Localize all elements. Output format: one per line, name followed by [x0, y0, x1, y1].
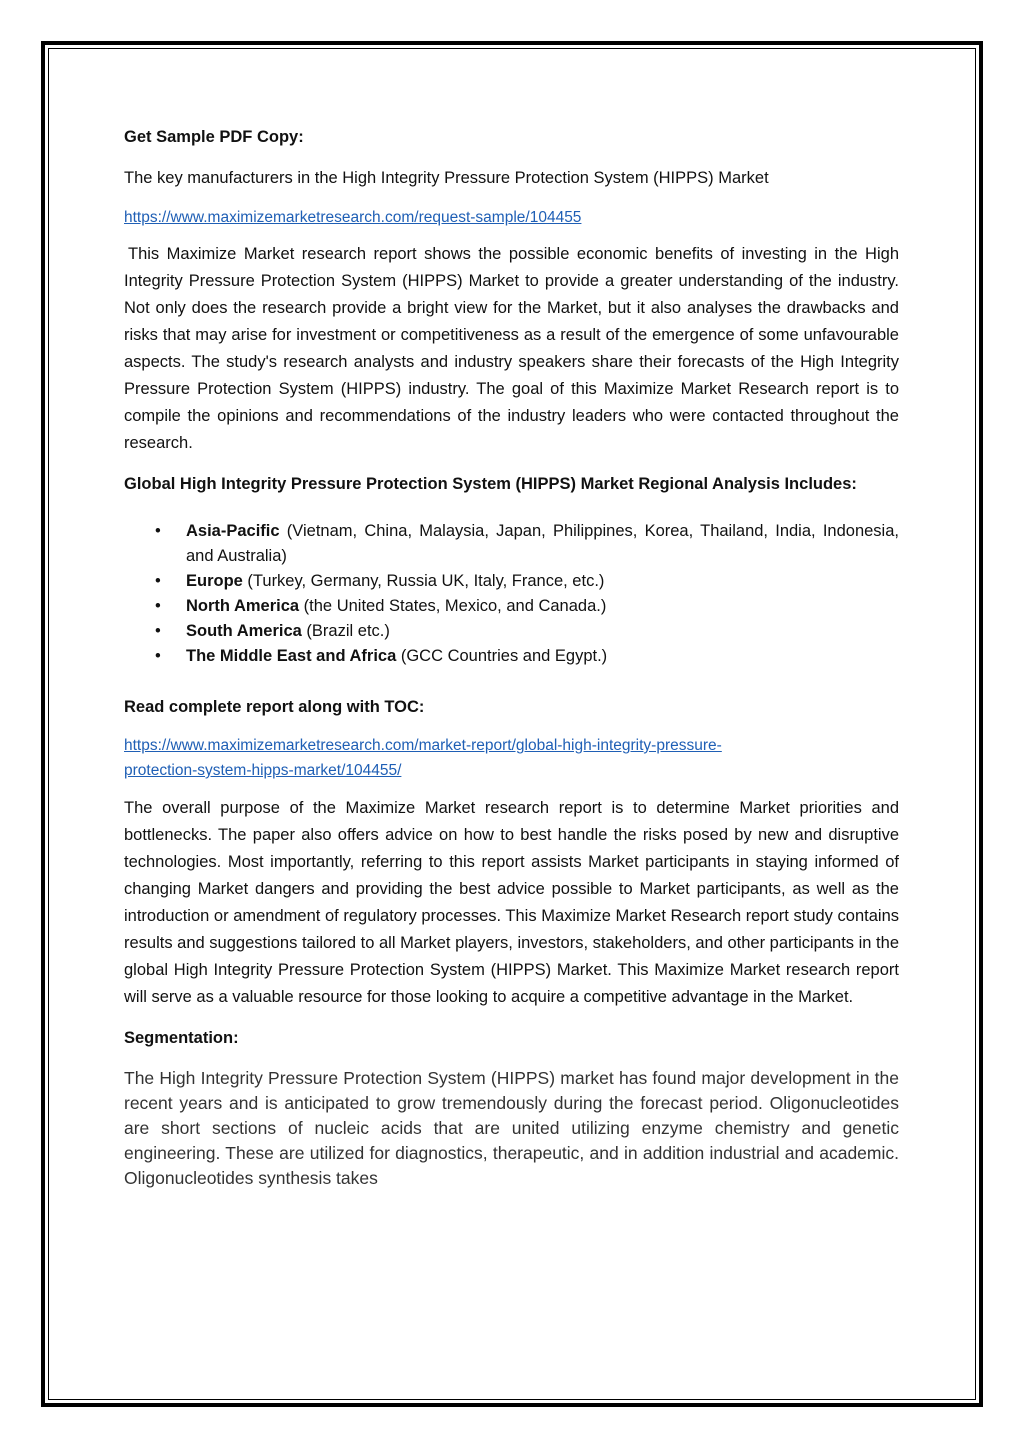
region-item [124, 619, 899, 644]
sample-intro: The key manufacturers in the High Integrity Pressure Protection System (HIPPS) Market [124, 169, 769, 187]
purpose-paragraph: The overall purpose of the Maximize Market research report is to determine Market priorities and bottlenecks. The paper also offers advice on how to best handle the risks posed by new and disruptive technologies. Most importantly, referring to this report assists Market participants in staying informed of changing Market dangers and providing the best advice possible to Market participants, as well as the introduction or amendment of regulatory processes. This Maximize Market Research report study contains results and suggestions tailored to all Market players, investors, stakeholders, and other participants in the global High Integrity Pressure Protection System (HIPPS) Market. This Maximize Market research report will serve as a valuable resource for those looking to acquire a competitive advantage in the Market. [124, 799, 899, 1006]
region-detail: (Vietnam, China, Malaysia, Japan, Philippines, Korea, Thailand, India, Indonesia, and Australia) [186, 522, 899, 565]
region-name: Europe [186, 572, 243, 590]
region-name: North America [186, 597, 300, 615]
region-detail: (Turkey, Germany, Russia UK, Italy, France, etc.) [242, 572, 605, 590]
bullet-icon: • [155, 597, 161, 615]
sample-heading: Get Sample PDF Copy: [124, 128, 304, 146]
overview-paragraph: This Maximize Market research report shows the possible economic benefits of investing in the High Integrity Pressure Protection System (HIPPS) Market to provide a greater understanding of the industry. Not only does the research provide a bright view for the Market, but it also analyses the drawbacks and risks that may arise for investment or competitiveness as a result of the emergence of some unfavourable aspects. The study's research analysts and industry speakers share their forecasts of the High Integrity Pressure Protection System (HIPPS) industry. The goal of this Maximize Market Research report is to compile the opinions and recommendations of the industry leaders who were contacted throughout the research. [124, 245, 899, 452]
bullet-icon: • [155, 622, 161, 640]
region-list [124, 519, 899, 669]
bullet-icon: • [155, 522, 161, 540]
report-heading: Read complete report along with TOC: [124, 698, 425, 716]
bullet-icon: • [155, 572, 161, 590]
segmentation-paragraph: The High Integrity Pressure Protection System (HIPPS) market has found major development in the recent years and is anticipated to grow tremendously during the forecast period. Oligonucleotides are short sections of nucleic acids that are united utilizing enzyme chemistry and genetic engineering. These are utilized for diagnostics, therapeutic, and in addition industrial and academic. Oligonucleotides synthesis takes [124, 1068, 899, 1188]
region-item [124, 644, 899, 669]
sample-link[interactable]: https://www.maximizemarketresearch.com/request-sample/104455 [124, 209, 582, 226]
report-link-line-1[interactable]: https://www.maximizemarketresearch.com/market-report/global-high-integrity-pressure- [124, 737, 722, 754]
report-link-line-2[interactable]: protection-system-hipps-market/104455/ [124, 762, 402, 779]
region-detail: (the United States, Mexico, and Canada.) [299, 597, 607, 615]
report-link-wrapper [124, 733, 899, 783]
region-item [124, 569, 899, 594]
document-body [124, 124, 899, 1191]
segmentation-heading: Segmentation: [124, 1029, 239, 1047]
sample-link-wrapper [124, 204, 899, 231]
regional-heading: Global High Integrity Pressure Protection System (HIPPS) Market Regional Analysis Includes: [124, 475, 857, 493]
region-name: The Middle East and Africa [186, 647, 397, 665]
region-name: South America [186, 622, 302, 640]
region-detail: (Brazil etc.) [301, 622, 390, 640]
region-name: Asia-Pacific [186, 522, 280, 540]
bullet-icon: • [155, 647, 161, 665]
region-item [124, 594, 899, 619]
region-item [124, 519, 899, 569]
region-detail: (GCC Countries and Egypt.) [396, 647, 608, 665]
